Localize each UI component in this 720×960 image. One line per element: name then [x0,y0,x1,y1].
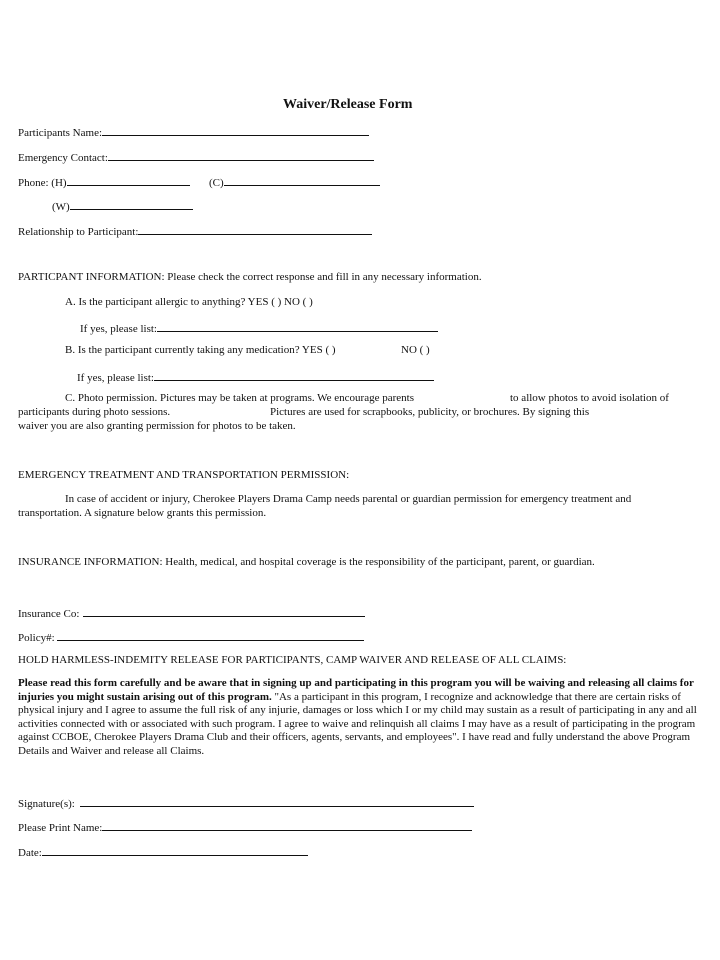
participants-name-label: Participants Name: [18,127,103,139]
photo-permission-line-2b: Pictures are used for scrapbooks, publicity, or brochures. By signing this [270,406,590,418]
phone-row [18,174,190,189]
allergy-list-field[interactable] [157,320,438,332]
photo-permission-line-3: waiver you are also granting permission for photos to be taken. [18,420,296,432]
relationship-label: Relationship to Participant: [18,226,139,238]
photo-permission-line-1: C. Photo permission. Pictures may be taken at programs. We encourage parents [65,392,414,404]
date-label: Date: [18,847,42,859]
date-row [18,844,308,859]
page-title: Waiver/Release Form [283,97,413,112]
relationship-field[interactable] [138,223,372,235]
allergy-list-label: If yes, please list: [80,323,157,335]
phone-h-label: Phone: (H) [18,177,67,189]
medication-no-option: NO ( ) [401,344,430,356]
relationship-row [18,223,372,238]
release-bold-text: Please read this form carefully and be aware that in signing up and participating in this program you will be waiving and releasing all claims for injuries you might sustain arising out of this program. [18,677,694,703]
release-body-text: "As a participant in this program, I recognize and acknowledge that there are certain risks of physical injury and I agree to assume the full risk of any injurie, damages or loss which I or my child may sustain as a result of participating in any and all activities connected with or associated with such program. I agree to waive and relinquish all claims I may have as a result of participating in the program against CCBOE, Cherokee Players Drama Club and their officers, agents, servants, and employees". I have read and fully understand the above Program Details and Waiver and release all Claims. [18,690,697,757]
phone-h-field[interactable] [67,174,190,186]
phone-w-label: (W) [52,201,70,213]
insurance-heading: INSURANCE INFORMATION: Health, medical, and hospital coverage is the responsibility of the participant, parent, or guardian. [18,556,595,568]
phone-w-field[interactable] [70,198,193,210]
signature-row [18,795,474,810]
allergy-question: A. Is the participant allergic to anything? YES ( ) NO ( ) [65,296,313,308]
policy-row [18,629,364,644]
participant-info-heading: PARTICPANT INFORMATION: Please check the correct response and fill in any necessary information. [18,271,482,283]
emergency-contact-row [18,149,374,164]
phone-c-field[interactable] [224,174,380,186]
emergency-text-2: transportation. A signature below grants this permission. [18,507,267,519]
print-name-row [18,819,472,834]
policy-field[interactable] [57,629,364,641]
medication-question: B. Is the participant currently taking any medication? YES ( ) [65,344,336,356]
emergency-heading: EMERGENCY TREATMENT AND TRANSPORTATION PERMISSION: [18,469,350,481]
insurance-co-label: Insurance Co: [18,608,80,620]
medication-list-field[interactable] [154,369,434,381]
allergy-list-row [80,320,438,335]
emergency-contact-field[interactable] [108,149,374,161]
phone-c-row [209,174,380,189]
date-field[interactable] [42,844,308,856]
medication-list-row [77,369,434,384]
medication-list-label: If yes, please list: [77,372,154,384]
photo-permission-line-2: participants during photo sessions. [18,406,171,418]
photo-permission-line-1b: to allow photos to avoid isolation of [510,392,669,404]
print-name-label: Please Print Name: [18,822,103,834]
phone-w-row [52,198,193,213]
phone-c-label: (C) [209,177,224,189]
emergency-contact-label: Emergency Contact: [18,152,108,164]
signature-label: Signature(s): [18,798,75,810]
insurance-co-row [18,605,365,620]
participants-name-field[interactable] [102,124,369,136]
insurance-co-field[interactable] [83,605,365,617]
emergency-text-1: In case of accident or injury, Cherokee Players Drama Camp needs parental or guardian permission for emergency treatment and [65,493,632,505]
release-heading: HOLD HARMLESS-INDEMITY RELEASE FOR PARTICIPANTS, CAMP WAIVER AND RELEASE OF ALL CLAIMS: [18,654,567,666]
print-name-field[interactable] [102,819,472,831]
policy-label: Policy#: [18,632,55,644]
release-paragraph [18,677,706,759]
signature-field[interactable] [80,795,474,807]
participants-name-row [18,124,369,139]
